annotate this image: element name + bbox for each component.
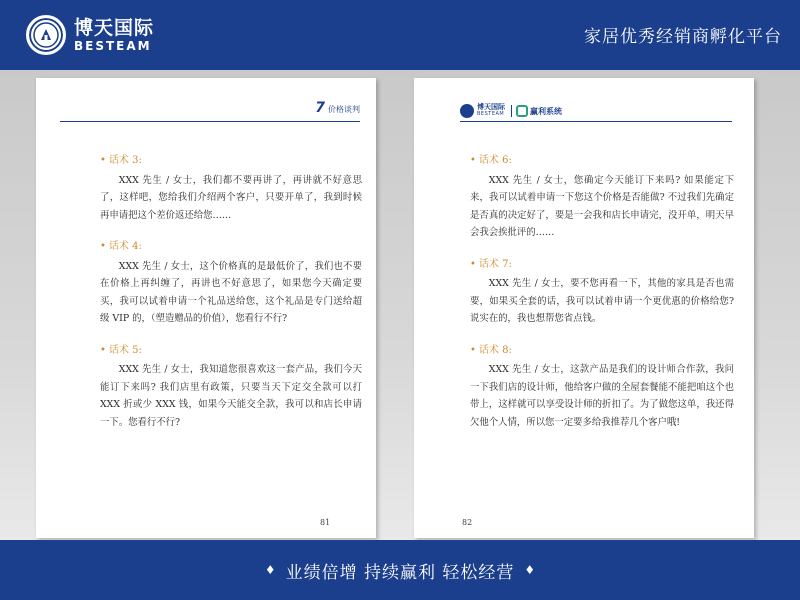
besteam-logo <box>26 8 154 62</box>
brand-english-name: BESTEAM <box>477 111 505 117</box>
page-number: 81 <box>320 518 331 527</box>
section-title: 话术 7: <box>478 258 512 270</box>
header-rule <box>60 121 360 122</box>
bullet-dot-icon: • <box>100 155 106 166</box>
header-bar <box>0 0 800 70</box>
right-page-content <box>470 152 734 445</box>
section-text: XXX 先生 / 女士，这款产品是我们的设计师合作款，我问一下我们店的设计师，他给客户做的全屋套餐能不能把咱这个也带上，这样就可以享受设计师的折扣了。为了做您这单，我还得欠他个人情，所以您一定要多给我推荐几个客户哦! <box>470 364 734 428</box>
bullet-dot-icon: • <box>100 344 106 356</box>
left-page <box>36 78 376 538</box>
section-title: 话术 6: <box>478 155 512 166</box>
script-section <box>100 342 362 432</box>
brand-heading <box>460 104 562 118</box>
system-name: 赢利系统 <box>530 106 562 116</box>
section-text: XXX 先生 / 女士，这个价格真的是最低价了，我们也不要在价格上再纠缠了，再讲也不好意思了，如果您今天确定要买，我可以试着申请一个礼品送给您，这个礼品是专门送给超级 VIP 的，（塑造赠品的价值），您看行不行? <box>100 260 362 324</box>
section-title: 话术 8: <box>478 344 512 356</box>
logo-english-name: BESTEAM <box>74 38 152 53</box>
script-section <box>470 152 734 242</box>
brand-separator <box>511 105 512 117</box>
script-section <box>470 256 734 328</box>
brand-emblem-icon <box>460 104 474 118</box>
system-logo-icon <box>516 105 528 117</box>
section-text: XXX 先生 / 女士，我们都不要再讲了，再讲就不好意思了，这样吧，您给我们介绍两个客户，只要开单了，我到时候再申请把这个差价返还给您…… <box>100 174 362 221</box>
page-number: 82 <box>462 518 473 527</box>
section-title: 话术 5: <box>108 344 142 356</box>
chapter-number: 7 <box>315 100 325 116</box>
script-section <box>100 152 362 224</box>
diamond-icon: ♦ <box>524 563 536 577</box>
logo-chinese-name: 博天国际 <box>74 16 155 39</box>
section-text: XXX 先生 / 女士，要不您再看一下，其他的家具是否也需要，如果买全套的话，我可以试着申请一个更优惠的价格给您? 说实在的，我也想帮您省点钱。 <box>470 278 734 324</box>
bullet-dot-icon: • <box>470 258 476 270</box>
logo-emblem-icon <box>26 15 66 55</box>
section-title: 话术 3: <box>108 155 142 166</box>
chapter-name: 价格谈判 <box>328 105 360 114</box>
book-spread-area <box>0 70 800 540</box>
bullet-dot-icon: • <box>470 344 476 356</box>
header-rule <box>460 121 732 122</box>
section-text: XXX 先生 / 女士，我知道您很喜欢这一套产品，我们今天能订下来吗? 我们店里有政策，只要当天下定交全款可以打 XXX 折或少 XXX 钱，如果今天能交全款，我可以和店长申请一下。您看行不行? <box>100 364 362 428</box>
brand-chinese-name: 博天国际 <box>477 103 505 111</box>
header-slogan: 家居优秀经销商孵化平台 <box>584 27 782 47</box>
script-section <box>470 342 734 432</box>
left-page-content <box>100 152 362 445</box>
right-page <box>414 78 754 538</box>
footer-slogan: 业绩倍增 持续赢利 轻松经营 <box>285 562 515 583</box>
script-section <box>100 238 362 328</box>
section-title: 话术 4: <box>108 241 142 252</box>
section-text: XXX 先生 / 女士，您确定今天能订下来吗? 如果能定下来，我可以试着申请一下您这个价格是否能做? 不过我们先确定是否真的决定好了，要是一会我和店长申请完，没开单，明天早会我会挨批评的…… <box>470 174 734 238</box>
chapter-heading <box>315 100 360 116</box>
bullet-dot-icon: • <box>470 155 476 166</box>
bullet-dot-icon: • <box>100 241 106 252</box>
footer-bar <box>0 540 800 600</box>
diamond-icon: ♦ <box>264 563 276 577</box>
